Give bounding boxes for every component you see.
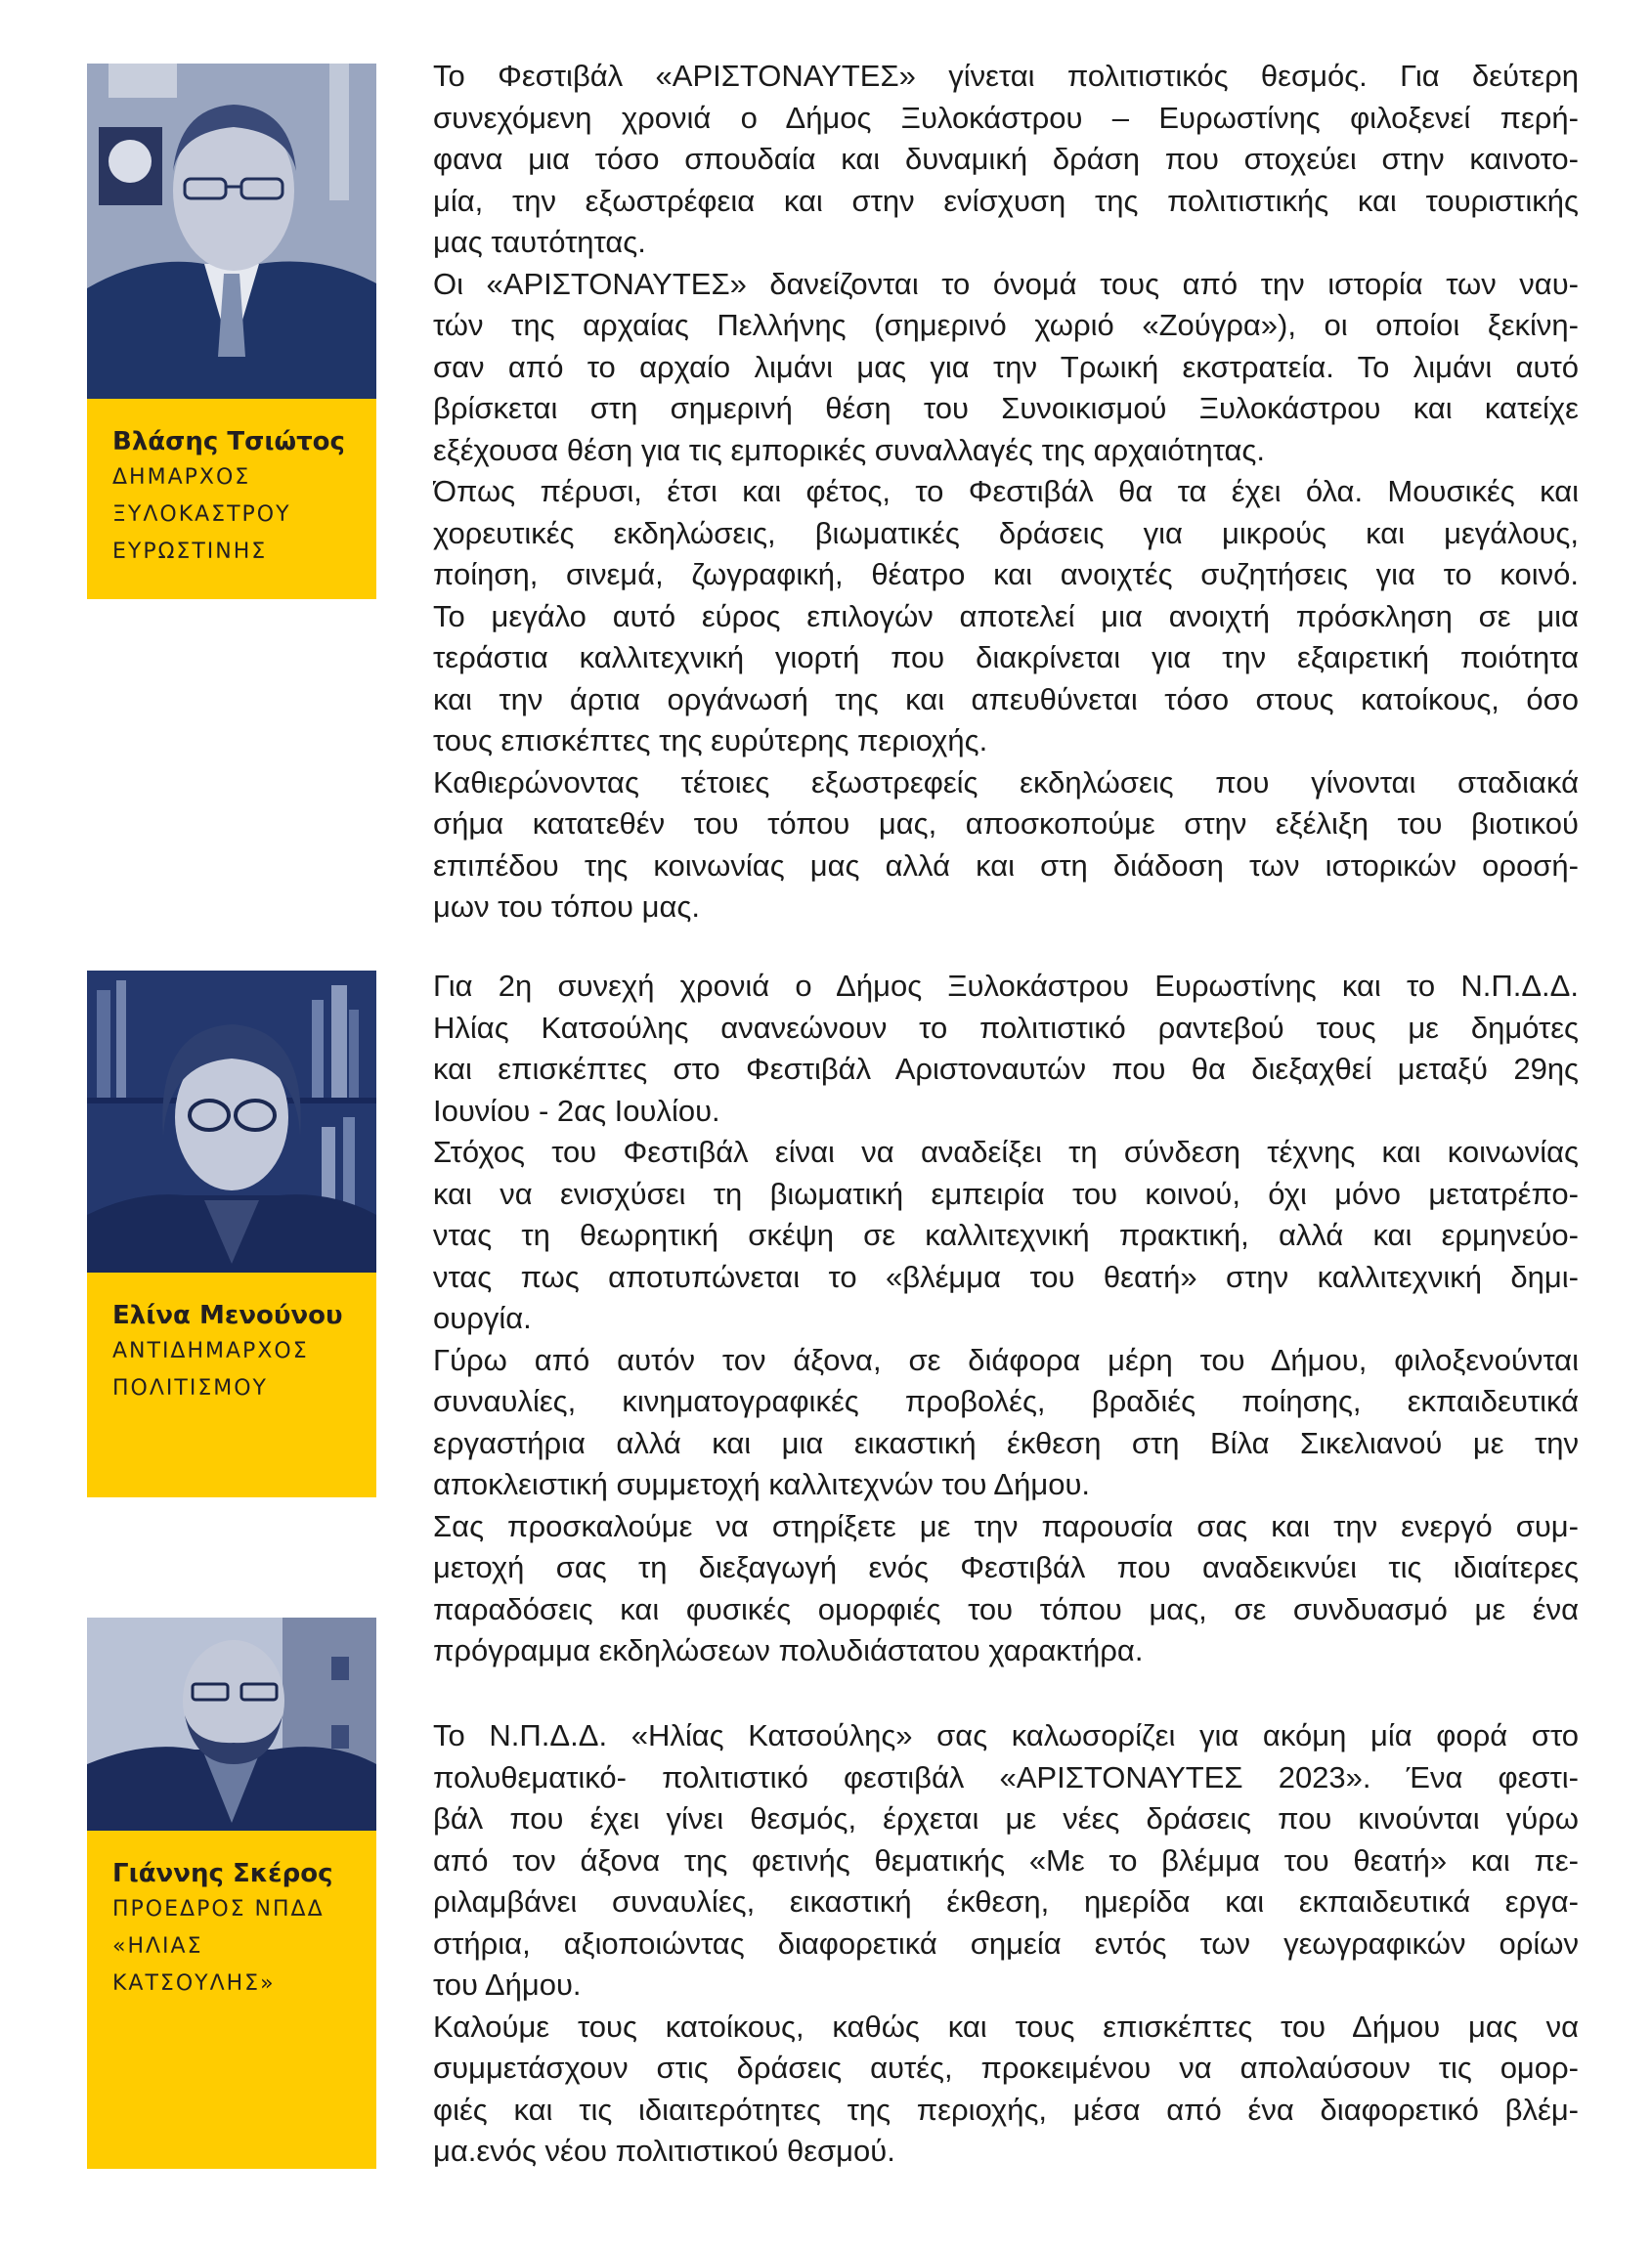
person-card-mayor (87, 64, 376, 599)
text-line: Ιουνίου - 2ας Ιουλίου. (433, 1093, 720, 1128)
text-line: φιές και τις ιδιαιτερότητες της περιοχής, μέσα από ένα διαφορετικό βλέμ- (433, 2092, 1579, 2127)
person-name: Γιάννης Σκέρος (112, 1859, 333, 1888)
text-line: παραδόσεις και φυσικές ομορφιές του τόπου μας, σε συνδυασμό με ένα (433, 1591, 1579, 1626)
text-line: Ηλίας Κατσούλης ανανεώνουν το πολιτιστικό ραντεβού τους με δημότες (433, 1010, 1579, 1045)
person-card-president (87, 1618, 376, 2169)
text-line: τών της αρχαίας Πελλήνης (σημερινό χωριό «Ζούγρα»), οι οποίοι ξεκίνη- (433, 308, 1579, 342)
person-card-deputy-mayor (87, 971, 376, 1497)
person-role-line: ΕΥΡΩΣΤΙΝΗΣ (112, 540, 268, 564)
text-line: μία, την εξωστρέφεια και στην ενίσχυση της πολιτιστικής και τουριστικής (433, 183, 1579, 218)
text-line: ουργία. (433, 1301, 532, 1335)
text-line: αποκλειστική συμμετοχή καλλιτεχνών του Δήμου. (433, 1467, 1091, 1501)
person-role-line: ΔΗΜΑΡΧΟΣ (112, 465, 251, 490)
portrait-man-beard-glasses-icon (87, 1618, 376, 1831)
text-line: Οι «ΑΡΙΣΤΟΝΑΥΤΕΣ» δανείζονται το όνομά τους από την ιστορία των ναυ- (433, 266, 1579, 301)
portrait-photo-deputy-mayor (87, 971, 376, 1273)
text-line: μων του τόπου μας. (433, 889, 700, 924)
text-line: ριλαμβάνει συναυλίες, εικαστική έκθεση, ημερίδα και εκπαιδευτικά εργα- (433, 1884, 1579, 1919)
person-role-line: ΑΝΤΙΔΗΜΑΡΧΟΣ (112, 1339, 309, 1363)
text-line: Το μεγάλο αυτό εύρος επιλογών αποτελεί μια ανοιχτή πρόσκληση σε μια (433, 598, 1579, 633)
text-line: μα.ενός νέου πολιτιστικού θεσμού. (433, 2134, 895, 2168)
text-line: πρόγραμμα εκδηλώσεων πολυδιάστατου χαρακτήρα. (433, 1633, 1144, 1667)
text-line: πολυθεματικό- πολιτιστικό φεστιβάλ «ΑΡΙΣΤΟΝΑΥΤΕΣ 2023». Ένα φεστι- (433, 1759, 1579, 1794)
text-line: τους επισκέπτες της ευρύτερης περιοχής. (433, 723, 988, 757)
text-line: συναυλίες, κινηματογραφικές προβολές, βραδιές ποίησης, εκπαιδευτικά (433, 1384, 1579, 1418)
text-line: Καλούμε τους κατοίκους, καθώς και τους επισκέπτες του Δήμου μας να (433, 2009, 1579, 2044)
text-line: Γύρω από αυτόν τον άξονα, σε διάφορα μέρη του Δήμου, φιλοξενούνται (433, 1342, 1579, 1377)
text-line: τεράστια καλλιτεχνική γιορτή που διακρίνεται για την εξαιρετική ποιότητα (433, 640, 1579, 674)
text-line: Όπως πέρυσι, έτσι και φέτος, το Φεστιβάλ θα τα έχει όλα. Μουσικές και (433, 474, 1579, 508)
text-line: και να ενισχύσει τη βιωματική εμπειρία του κοινού, όχι μόνο μετατρέπο- (433, 1176, 1579, 1211)
portrait-photo-mayor (87, 64, 376, 399)
text-line: φανα μια τόσο σπουδαία και δυναμική δράση που στοχεύει στην καινοτο- (433, 142, 1579, 176)
text-line: επιπέδου της κοινωνίας μας αλλά και στη διάδοση των ιστορικών οροσή- (433, 847, 1579, 883)
portrait-woman-glasses-bookshelf-icon (87, 971, 376, 1273)
text-line: Για 2η συνεχή χρονιά ο Δήμος Ξυλοκάστρου Ευρωστίνης και το Ν.Π.Δ.Δ. (433, 969, 1579, 1003)
text-line: μετοχή σας τη διεξαγωγή ενός Φεστιβάλ που αναδεικνύει τις ιδιαίτερες (433, 1550, 1579, 1584)
text-line: Στόχος του Φεστιβάλ είναι να αναδείξει τη σύνδεση τέχνης και κοινωνίας (433, 1135, 1579, 1169)
portrait-man-glasses-suit-icon (87, 64, 376, 399)
text-line: χορευτικές εκδηλώσεις, βιωματικές δράσεις για μικρούς και μεγάλους, (433, 515, 1579, 550)
text-line: και την άρτια οργάνωσή της και απευθύνεται τόσο στους κατοίκους, όσο (433, 681, 1579, 716)
portrait-photo-president (87, 1618, 376, 1831)
text-line: Σας προσκαλούμε να στηρίξετε με την παρουσία σας και την ενεργό συμ- (433, 1508, 1579, 1543)
text-line: ποίηση, σινεμά, ζωγραφική, θέατρο και ανοιχτές συζητήσεις για το κοινό. (433, 557, 1579, 591)
text-line: σαν από το αρχαίο λιμάνι μας για την Τρωική εκστρατεία. Το λιμάνι αυτό (433, 349, 1579, 384)
person-role-line: «ΗΛΙΑΣ (112, 1934, 203, 1959)
text-line: σήμα κατατεθέν του τόπου μας, αποσκοπούμε στην εξέλιξη του βιοτικού (433, 806, 1579, 841)
text-line: Το Ν.Π.Δ.Δ. «Ηλίας Κατσούλης» σας καλωσορίζει για ακόμη μία φορά στο (433, 1718, 1579, 1752)
text-line: βρίσκεται στη σημερινή θέση του Συνοικισμού Ξυλοκάστρου και κατείχε (433, 391, 1579, 425)
person-name: Ελίνα Μενούνου (112, 1301, 343, 1330)
deputy-mayor-message (433, 966, 1579, 1672)
text-line: εξέχουσα θέση για τις εμπορικές συναλλαγές της αρχαιότητας. (433, 432, 1265, 467)
text-line: Καθιερώνοντας τέτοιες εξωστρεφείς εκδηλώσεις που γίνονται σταδιακά (433, 764, 1579, 800)
text-line: ντας πως αποτυπώνεται το «βλέμμα του θεατή» στην καλλιτεχνική δημι- (433, 1259, 1579, 1294)
text-line: εργαστήρια αλλά και μια εικαστική έκθεση στη Βίλα Σικελιανού με την (433, 1425, 1579, 1460)
person-role-line: ΠΡΟΕΔΡΟΣ ΝΠΔΔ (112, 1897, 325, 1922)
text-line: στήρια, αξιοποιώντας διαφορετικά σημεία εντός των γεωγραφικών ορίων (433, 1925, 1579, 1961)
text-line: από τον άξονα της φετινής θεματικής «Με το βλέμμα του θεατή» και πε- (433, 1842, 1579, 1878)
person-label-deputy-mayor (87, 1273, 376, 1497)
person-role-line: ΠΟΛΙΤΙΣΜΟΥ (112, 1376, 268, 1401)
mayor-message (433, 56, 1579, 929)
text-line: συμμετάσχουν στις δράσεις αυτές, προκειμένου να απολαύσουν τις ομορ- (433, 2051, 1579, 2085)
person-label-mayor (87, 399, 376, 599)
text-line: βάλ που έχει γίνει θεσμός, έρχεται με νέες δράσεις που κινούνται γύρω (433, 1801, 1579, 1836)
text-line: Το Φεστιβάλ «ΑΡΙΣΤΟΝΑΥΤΕΣ» γίνεται πολιτιστικός θεσμός. Για δεύτερη (433, 59, 1579, 93)
text-line: του Δήμου. (433, 1967, 582, 2002)
text-line: και επισκέπτες στο Φεστιβάλ Αριστοναυτών που θα διεξαχθεί μεταξύ 29ης (433, 1052, 1579, 1086)
text-line: συνεχόμενη χρονιά ο Δήμος Ξυλοκάστρου – Ευρωστίνης φιλοξενεί περή- (433, 100, 1579, 135)
person-label-president (87, 1831, 376, 2169)
person-name: Βλάσης Τσιώτος (112, 427, 345, 456)
person-role-line: ΞΥΛΟΚΑΣΤΡΟΥ (112, 502, 291, 527)
text-line: μας ταυτότητας. (433, 225, 646, 259)
text-line: ντας τη θεωρητική σκέψη σε καλλιτεχνική πρακτική, αλλά και ερμηνεύο- (433, 1218, 1579, 1252)
president-message (433, 1715, 1579, 2173)
person-role-line: ΚΑΤΣΟΥΛΗΣ» (112, 1971, 276, 1996)
